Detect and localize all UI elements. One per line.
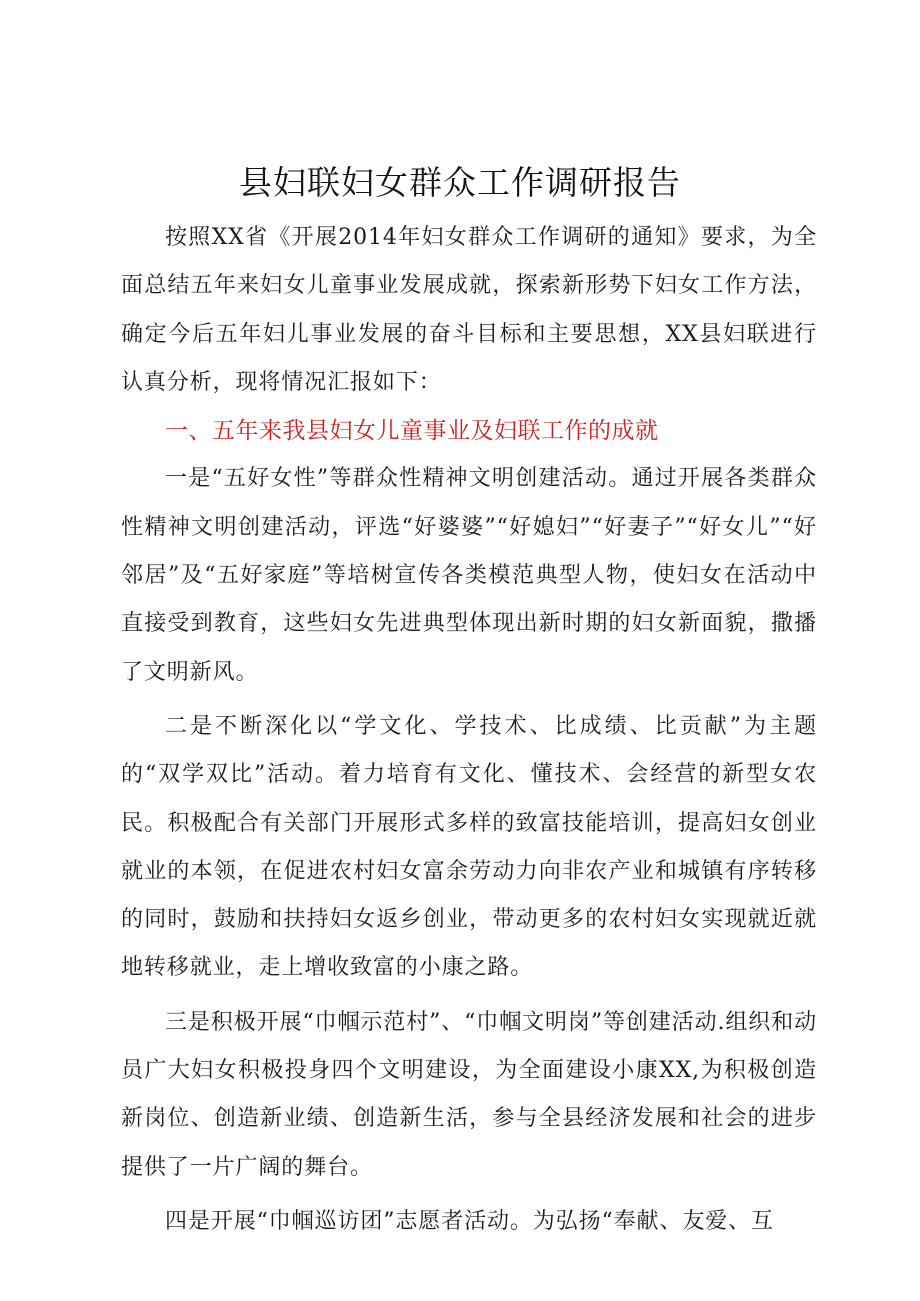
paragraph-2: 二是不断深化以“学文化、学技术、比成绩、比贡献”为主题的“双学双比”活动。着力培育有文化、懂技术、会经营的新型女农民。积极配合有关部门开展形式多样的致富技能培训，提高妇女创业就业的本领，在促进农村妇女富余劳动力向非农产业和城镇有序转移的同时，鼓励和扶持妇女返乡创业，带动更多的农村妇女实现就近就地转移就业，走上增收致富的小康之路。 [121, 713, 817, 981]
document-body [121, 214, 817, 1246]
document-title: 县妇联妇女群众工作调研报告 [239, 163, 681, 202]
paragraph-3: 三是积极开展“巾帼示范村”、“巾帼文明岗”等创建活动.组织和动员广大妇女积极投身四个文明建设，为全面建设小康XX,为积极创造新岗位、创造新业绩、创造新生活，参与全县经济发展和社会的进步提供了一片广阔的舞台。 [121, 1009, 817, 1180]
section-heading: 一、五年来我县妇女儿童事业及妇联工作的成就 [165, 418, 659, 445]
intro-paragraph: 按照XX省《开展2014年妇女群众工作调研的通知》要求，为全面总结五年来妇女儿童事业发展成就，探索新形势下妇女工作方法，确定今后五年妇儿事业发展的奋斗目标和主要思想，XX县妇联进行认真分析，现将情况汇报如下： [121, 225, 817, 395]
paragraph-1: 一是“五好女性”等群众性精神文明创建活动。通过开展各类群众性精神文明创建活动，评选“好婆婆”“好媳妇”“好妻子”“好女儿”“好邻居”及“五好家庭”等培树宣传各类模范典型人物，使妇女在活动中直接受到教育，这些妇女先进典型体现出新时期的妇女新面貌，撒播了文明新风。 [121, 466, 817, 685]
paragraph-4: 四是开展“巾帼巡访团”志愿者活动。为弘扬“奉献、友爱、互 [165, 1208, 774, 1234]
